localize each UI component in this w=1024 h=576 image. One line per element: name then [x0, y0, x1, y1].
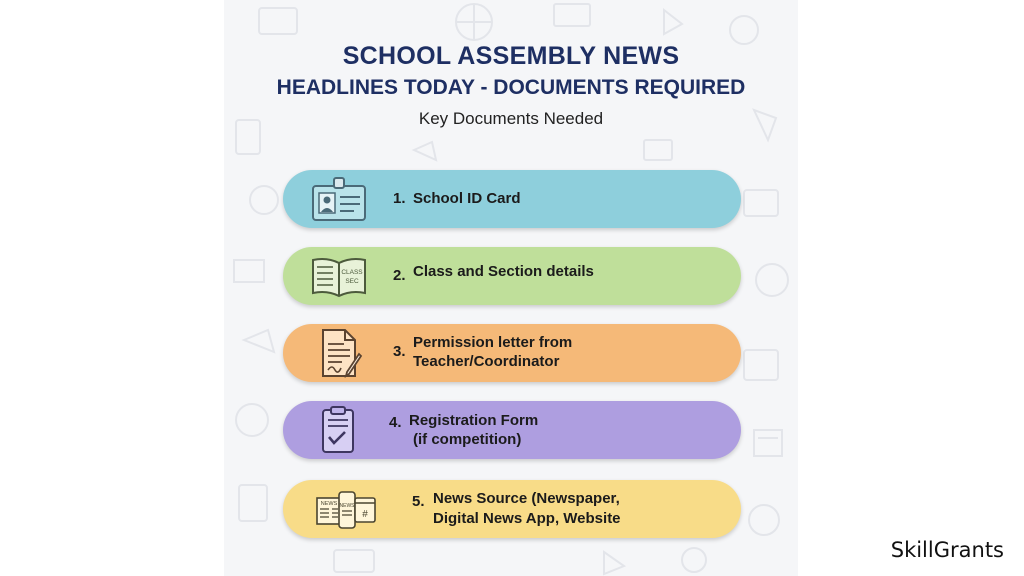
clipboard-check-icon: [309, 405, 369, 455]
item-label: Class and Section details: [413, 263, 594, 280]
item-label-line1: Registration Form: [409, 412, 539, 429]
news-sources-icon: [305, 484, 385, 534]
item-label-line1: Permission letter from: [413, 334, 573, 351]
item-number: 1.: [393, 190, 406, 207]
newspaper-text: NEWS: [320, 501, 338, 507]
item-number: 3.: [393, 343, 406, 360]
brand-watermark: SkillGrants: [890, 538, 1004, 562]
open-book-icon: [309, 251, 369, 301]
document-item-news-source: [283, 480, 741, 538]
document-item-school-id: [283, 170, 741, 228]
item-label-line2: Teacher/Coordinator: [413, 353, 560, 370]
item-number: 4.: [389, 414, 402, 431]
phone-news-text: NEWS: [339, 503, 355, 509]
item-label-line1: News Source (Newspaper,: [433, 490, 620, 507]
item-label-line2: Digital News App, Website: [433, 510, 621, 527]
item-label: School ID Card: [413, 190, 521, 207]
item-number: 5.: [412, 493, 425, 510]
document-item-permission-letter: [283, 324, 741, 382]
book-text-sec: SEC: [345, 278, 359, 285]
book-text-class: CLASS: [341, 269, 363, 276]
item-label-line2: (if competition): [413, 431, 522, 448]
section-caption: Key Documents Needed: [418, 109, 604, 128]
poster: [224, 0, 798, 576]
item-number: 2.: [393, 267, 406, 284]
id-card-icon: [309, 174, 369, 224]
page-subtitle-headline: HEADLINES TODAY - DOCUMENTS REQUIRED: [276, 76, 746, 99]
signed-letter-icon: [309, 328, 369, 378]
page-title: SCHOOL ASSEMBLY NEWS: [342, 42, 680, 70]
document-item-registration-form: [283, 401, 741, 459]
website-hash-text: #: [362, 509, 368, 520]
document-item-class-section: [283, 247, 741, 305]
